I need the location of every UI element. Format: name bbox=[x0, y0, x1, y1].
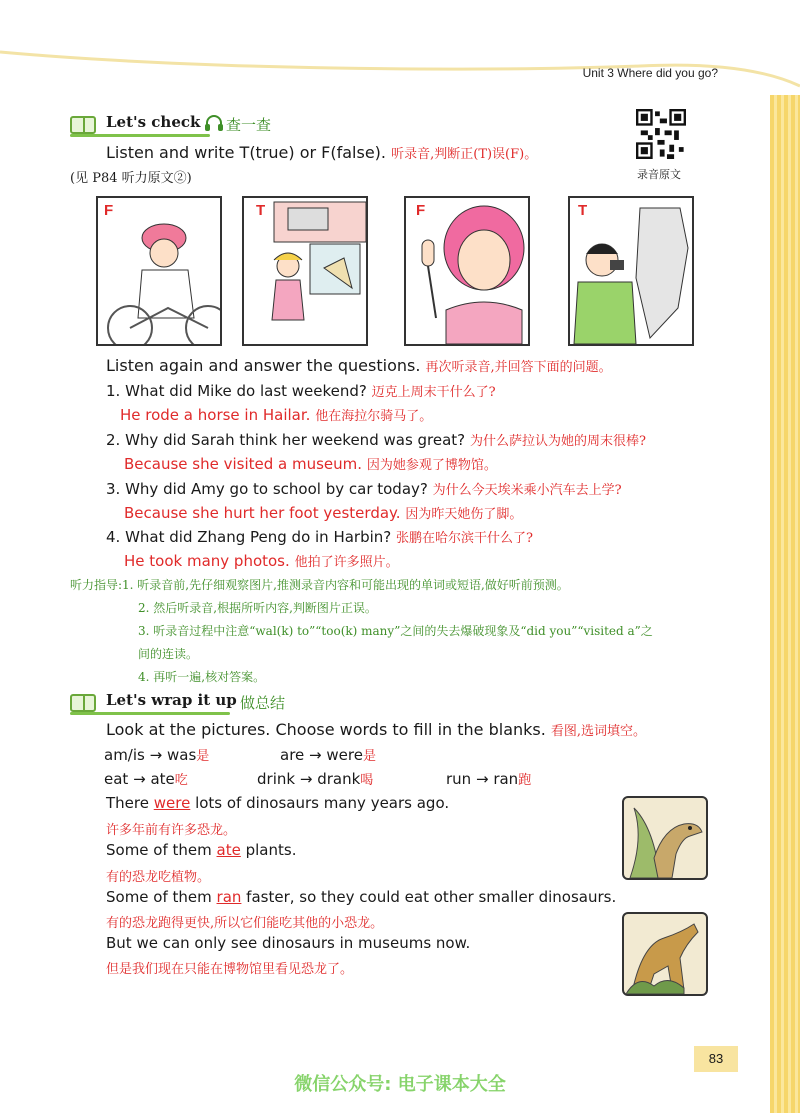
arrow-icon: → bbox=[133, 770, 146, 788]
qr-caption: 录音原文 bbox=[637, 168, 681, 181]
answer-cn: 因为昨天她伤了脚。 bbox=[405, 507, 523, 522]
answer-cn: 他在海拉尔骑马了。 bbox=[315, 409, 433, 424]
answer-cn: 因为她参观了博物馆。 bbox=[366, 458, 497, 473]
guide-line-5: 4. 再听一遍,核对答案。 bbox=[138, 670, 266, 684]
word-past: drank bbox=[317, 770, 361, 788]
arrow-icon: → bbox=[475, 770, 489, 788]
answer-label: F bbox=[104, 202, 114, 219]
word-base: am/is bbox=[104, 746, 145, 764]
word-past: were bbox=[326, 746, 363, 764]
dinosaur-running-illustration bbox=[624, 914, 706, 994]
headphones-icon bbox=[204, 114, 224, 132]
question-text: 1. What did Mike do last weekend? bbox=[106, 382, 367, 400]
page-edge-decoration bbox=[770, 95, 800, 1113]
question-1 bbox=[106, 381, 496, 400]
answer-label: T bbox=[256, 202, 266, 219]
questions-intro bbox=[106, 356, 612, 375]
wrap-instruction bbox=[106, 720, 646, 739]
intro-en: Listen again and answer the questions. bbox=[106, 356, 421, 375]
word-base: drink bbox=[257, 770, 296, 788]
word-past: was bbox=[166, 746, 197, 764]
sentence-2 bbox=[106, 841, 296, 859]
listening-reference: (见 P84 听力原文②) bbox=[70, 171, 192, 186]
section-title: Let's wrap it up bbox=[106, 691, 237, 709]
girl-bike-illustration bbox=[98, 198, 220, 344]
picture-4 bbox=[568, 196, 694, 346]
answer-text: Because she visited a museum. bbox=[124, 455, 363, 473]
question-3 bbox=[106, 479, 622, 498]
question-cn: 迈克上周末干什么了? bbox=[371, 385, 496, 400]
picture-3 bbox=[404, 196, 530, 346]
guide-text: 1. 听录音前,先仔细观察图片,推测录音内容和可能出现的单词或短语,做好听前预测。 bbox=[122, 578, 569, 592]
instruction-en: Listen and write T(true) or F(false). bbox=[106, 143, 387, 162]
museum-girl-illustration bbox=[244, 198, 366, 344]
intro-cn: 再次听录音,并回答下面的问题。 bbox=[425, 360, 612, 375]
dinosaur-picture-1 bbox=[622, 796, 708, 880]
question-cn: 张鹏在哈尔滨干什么了? bbox=[396, 531, 534, 546]
section-title: Let's check bbox=[106, 113, 201, 131]
word-past: ran bbox=[493, 770, 519, 788]
section-title-cn: 做总结 bbox=[240, 694, 286, 712]
section-header-check bbox=[70, 112, 300, 142]
girl-hurt-finger-illustration bbox=[406, 198, 528, 344]
answer-2 bbox=[124, 454, 497, 473]
question-text: 4. What did Zhang Peng do in Harbin? bbox=[106, 528, 392, 546]
word-form-5 bbox=[446, 769, 531, 788]
sentence-text: There bbox=[106, 794, 154, 812]
question-cn: 为什么萨拉认为她的周末很棒? bbox=[469, 434, 646, 449]
instruction-cn: 听录音,判断正(T)误(F)。 bbox=[391, 147, 538, 162]
sentence-4-cn: 但是我们现在只能在博物馆里看见恐龙了。 bbox=[106, 962, 354, 977]
question-cn: 为什么今天埃米乘小汽车去上学? bbox=[432, 483, 622, 498]
answer-text: He took many photos. bbox=[124, 552, 290, 570]
answer-1 bbox=[120, 405, 432, 424]
header-underline bbox=[70, 134, 210, 137]
answer-text: He rode a horse in Hailar. bbox=[120, 406, 311, 424]
sentence-1-cn: 许多年前有许多恐龙。 bbox=[106, 823, 237, 838]
dinosaur-eating-plant-illustration bbox=[624, 798, 706, 878]
word-cn: 跑 bbox=[518, 773, 532, 788]
question-2 bbox=[106, 430, 646, 449]
sentence-text: faster, so they could eat other smaller dinosaurs. bbox=[241, 888, 617, 906]
word-cn: 喝 bbox=[360, 773, 374, 788]
arrow-icon: → bbox=[149, 746, 163, 764]
guide-line-2: 2. 然后听录音,根据所听内容,判断图片正误。 bbox=[138, 601, 377, 615]
answer-text: Because she hurt her foot yesterday. bbox=[124, 504, 401, 522]
sentence-4: But we can only see dinosaurs in museums now. bbox=[106, 934, 471, 952]
header-underline bbox=[70, 712, 230, 715]
boy-photo-illustration bbox=[570, 198, 692, 344]
word-base: are bbox=[280, 746, 305, 764]
page-number: 83 bbox=[694, 1046, 738, 1072]
instruction-cn: 看图,选词填空。 bbox=[550, 724, 647, 739]
unit-title: Unit 3 Where did you go? bbox=[582, 66, 718, 80]
answer-4 bbox=[124, 551, 399, 570]
guide-line-3: 3. 听录音过程中注意“wal(k) to”“too(k) many”之间的失去爆破现象及“did you”“visited a”之 bbox=[138, 624, 653, 638]
qr-code-icon[interactable] bbox=[636, 108, 686, 160]
sentence-3-cn: 有的恐龙跑得更快,所以它们能吃其他的小恐龙。 bbox=[106, 916, 384, 931]
answer-cn: 他拍了许多照片。 bbox=[294, 555, 399, 570]
fill-blank-answer: ran bbox=[216, 888, 242, 906]
picture-1 bbox=[96, 196, 222, 346]
word-form-3 bbox=[104, 769, 188, 788]
sentence-text: Some of them bbox=[106, 888, 217, 906]
section-header-wrap bbox=[70, 690, 330, 720]
dinosaur-picture-2 bbox=[622, 912, 708, 996]
word-base: run bbox=[446, 770, 472, 788]
question-text: 3. Why did Amy go to school by car today? bbox=[106, 480, 428, 498]
word-form-4 bbox=[257, 769, 373, 788]
word-base: eat bbox=[104, 770, 129, 788]
sentence-2-cn: 有的恐龙吃植物。 bbox=[106, 870, 211, 885]
book-icon bbox=[70, 116, 96, 134]
guide-label: 听力指导: bbox=[70, 578, 123, 592]
word-past: ate bbox=[150, 770, 175, 788]
fill-blank-answer: ate bbox=[216, 841, 241, 859]
picture-2 bbox=[242, 196, 368, 346]
sentence-text: lots of dinosaurs many years ago. bbox=[190, 794, 450, 812]
word-cn: 是 bbox=[196, 749, 210, 764]
footer-watermark: 微信公众号: 电子课本大全 bbox=[294, 1074, 506, 1095]
fill-blank-answer: were bbox=[153, 794, 191, 812]
answer-label: F bbox=[416, 202, 426, 219]
guide-line-4: 间的连读。 bbox=[138, 647, 199, 661]
book-icon bbox=[70, 694, 96, 712]
word-cn: 是 bbox=[362, 749, 376, 764]
word-form-2 bbox=[280, 745, 376, 764]
answer-label: T bbox=[578, 202, 588, 219]
arrow-icon: → bbox=[299, 770, 313, 788]
arrow-icon: → bbox=[309, 746, 322, 764]
section-title-cn: 查一查 bbox=[226, 116, 272, 134]
sentence-1 bbox=[106, 794, 449, 812]
word-form-1 bbox=[104, 745, 209, 764]
sentence-3 bbox=[106, 888, 616, 906]
sentence-text: plants. bbox=[240, 841, 297, 859]
question-4 bbox=[106, 527, 533, 546]
check-instruction bbox=[106, 143, 537, 162]
sentence-text: Some of them bbox=[106, 841, 217, 859]
answer-3 bbox=[124, 503, 522, 522]
instruction-en: Look at the pictures. Choose words to fill in the blanks. bbox=[106, 720, 546, 739]
word-cn: 吃 bbox=[174, 773, 188, 788]
question-text: 2. Why did Sarah think her weekend was great? bbox=[106, 431, 466, 449]
guide-line-1 bbox=[70, 576, 569, 593]
